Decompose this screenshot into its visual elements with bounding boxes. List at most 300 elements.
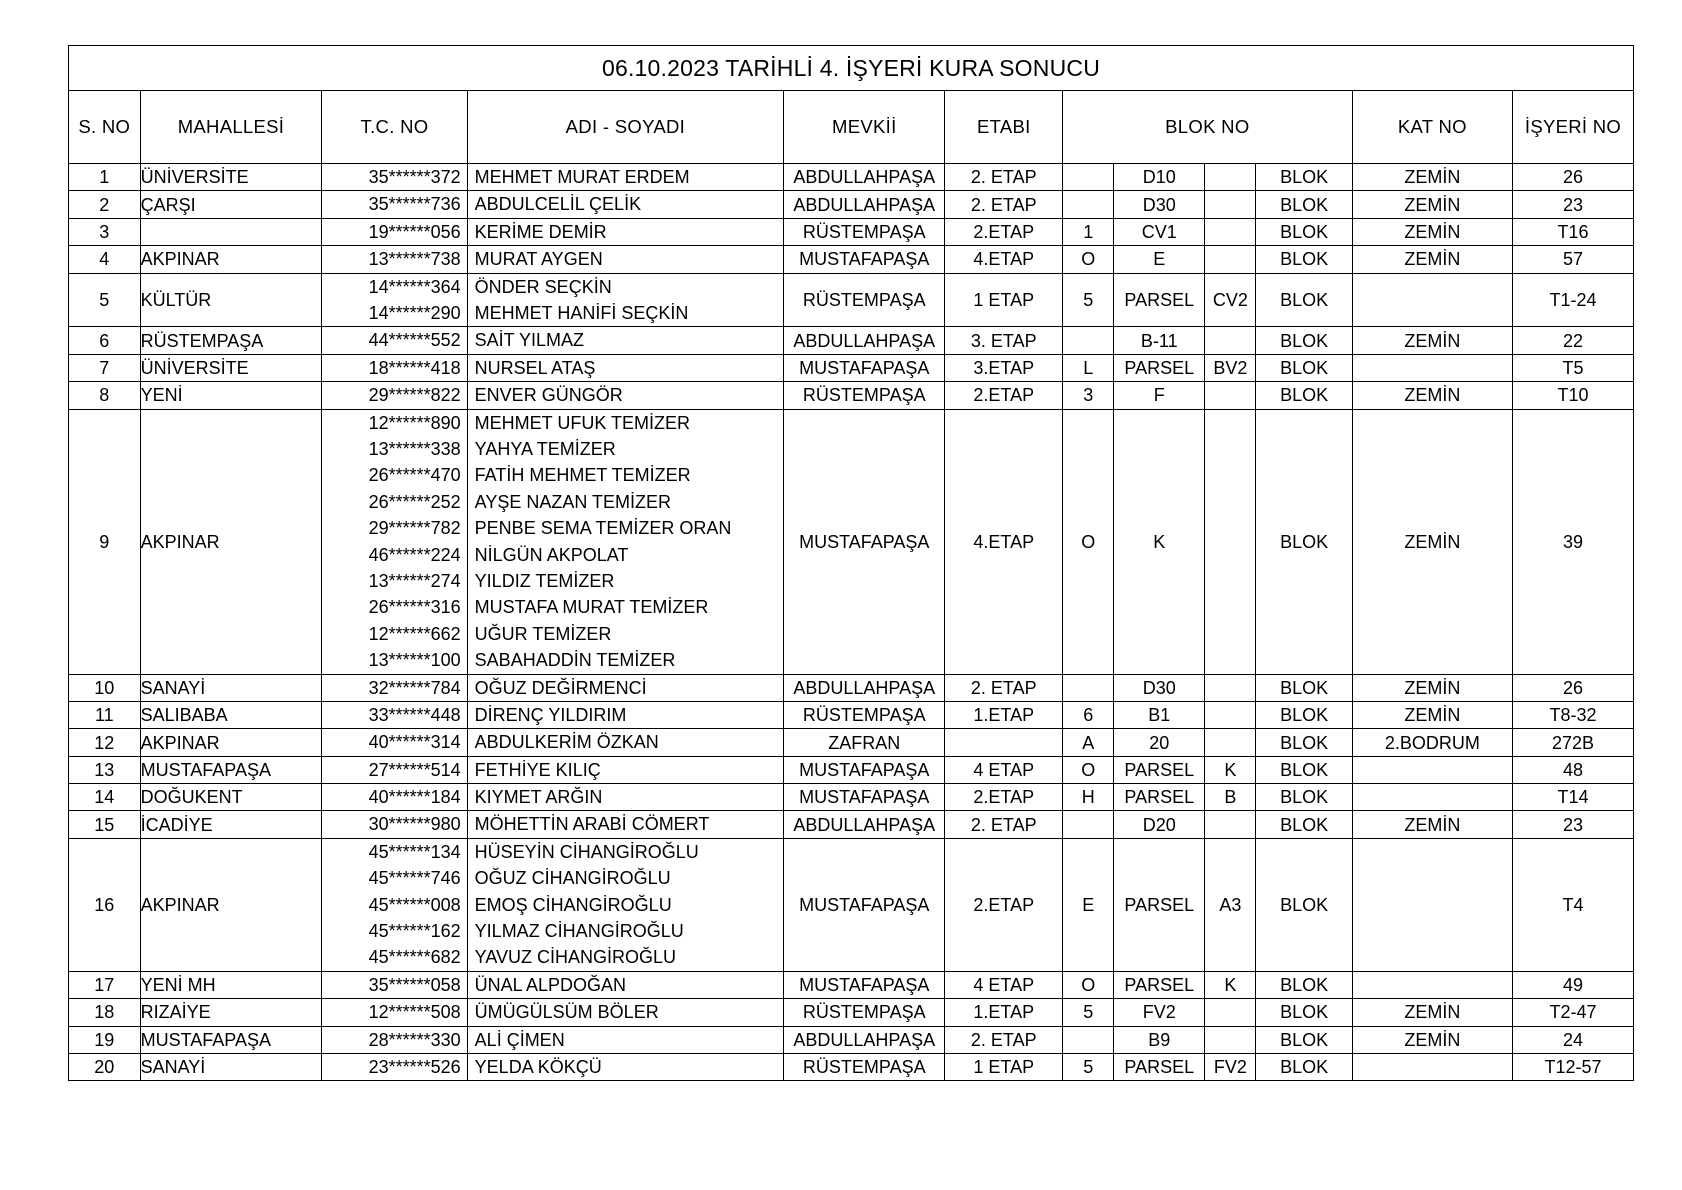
cell-sira-no: 10 [69, 674, 141, 701]
title-row [69, 46, 1634, 91]
cell-etabi: 1.ETAP [945, 999, 1063, 1026]
cell-mevkii: ABDULLAHPAŞA [784, 1026, 945, 1053]
table-row [69, 382, 1634, 409]
cell-mahallesi: DOĞUKENT [140, 784, 322, 811]
cell-blok-label: BLOK [1256, 382, 1352, 409]
cell-sira-no: 1 [69, 164, 141, 191]
cell-mevkii: MUSTAFAPAŞA [784, 409, 945, 674]
cell-tc-no [322, 674, 467, 701]
cell-etabi: 2.ETAP [945, 838, 1063, 971]
cell-blok-kod [1205, 674, 1256, 701]
tc-no-line: 35******058 [368, 974, 461, 995]
cell-mahallesi: KÜLTÜR [140, 273, 322, 327]
cell-blok-label: BLOK [1256, 999, 1352, 1026]
adi-soyadi-line: MUSTAFA MURAT TEMİZER [474, 597, 709, 618]
cell-mahallesi: MUSTAFAPAŞA [140, 1026, 322, 1053]
cell-tc-no [322, 218, 467, 245]
cell-mevkii: MUSTAFAPAŞA [784, 784, 945, 811]
cell-sira-no: 15 [69, 811, 141, 838]
adi-soyadi-line: YAHYA TEMİZER [474, 438, 616, 459]
cell-adi-soyadi [467, 999, 783, 1026]
cell-blok-kod [1205, 999, 1256, 1026]
cell-sira-no: 20 [69, 1054, 141, 1081]
adi-soyadi-line: PENBE SEMA TEMİZER ORAN [474, 518, 732, 539]
adi-soyadi-line: UĞUR TEMİZER [474, 623, 612, 644]
tc-no-line: 35******372 [368, 167, 461, 187]
cell-isyeri-no: 24 [1513, 1026, 1634, 1053]
tc-no-line: 18******418 [368, 357, 461, 378]
cell-isyeri-no: T1-24 [1513, 273, 1634, 327]
cell-blok-kod [1205, 701, 1256, 728]
cell-blok-ada: 5 [1063, 999, 1114, 1026]
cell-blok-label: BLOK [1256, 354, 1352, 381]
cell-etabi: 2. ETAP [945, 164, 1063, 191]
cell-kat-no: ZEMİN [1352, 327, 1512, 354]
cell-etabi: 3. ETAP [945, 327, 1063, 354]
cell-isyeri-no: T4 [1513, 838, 1634, 971]
cell-blok-parsel: PARSEL [1114, 784, 1205, 811]
cell-adi-soyadi [467, 1054, 783, 1081]
cell-isyeri-no: 272B [1513, 729, 1634, 756]
cell-tc-no [322, 191, 467, 218]
adi-soyadi-line: YILDIZ TEMİZER [474, 570, 615, 591]
cell-tc-no [322, 701, 467, 728]
cell-adi-soyadi [467, 971, 783, 998]
table-row [69, 999, 1634, 1026]
cell-blok-label: BLOK [1256, 811, 1352, 838]
cell-blok-ada: O [1063, 756, 1114, 783]
cell-blok-label: BLOK [1256, 218, 1352, 245]
adi-soyadi-line: KIYMET ARĞIN [474, 787, 603, 808]
cell-adi-soyadi [467, 701, 783, 728]
cell-blok-parsel: D10 [1114, 164, 1205, 191]
cell-blok-parsel: PARSEL [1114, 354, 1205, 381]
cell-blok-ada: O [1063, 409, 1114, 674]
cell-tc-no [322, 164, 467, 191]
cell-mevkii: MUSTAFAPAŞA [784, 838, 945, 971]
adi-soyadi-line: MÖHETTİN ARABİ CÖMERT [474, 814, 710, 835]
cell-sira-no: 17 [69, 971, 141, 998]
cell-sira-no: 16 [69, 838, 141, 971]
cell-blok-kod [1205, 218, 1256, 245]
cell-sira-no: 6 [69, 327, 141, 354]
adi-soyadi-line: MEHMET HANİFİ SEÇKİN [474, 302, 689, 323]
tc-no-line: 28******330 [368, 1029, 461, 1050]
cell-blok-parsel: K [1114, 409, 1205, 674]
tc-no-line: 45******134 [368, 841, 461, 862]
cell-blok-parsel: B9 [1114, 1026, 1205, 1053]
cell-mahallesi: AKPINAR [140, 246, 322, 273]
cell-blok-parsel: B1 [1114, 701, 1205, 728]
cell-isyeri-no: T10 [1513, 382, 1634, 409]
cell-kat-no: ZEMİN [1352, 218, 1512, 245]
cell-blok-label: BLOK [1256, 971, 1352, 998]
cell-blok-ada [1063, 164, 1114, 191]
table-body [69, 46, 1634, 1081]
cell-blok-label: BLOK [1256, 729, 1352, 756]
cell-kat-no: ZEMİN [1352, 674, 1512, 701]
cell-isyeri-no: 48 [1513, 756, 1634, 783]
cell-blok-ada: A [1063, 729, 1114, 756]
cell-etabi [945, 729, 1063, 756]
cell-blok-kod [1205, 409, 1256, 674]
cell-mahallesi: ÇARŞI [140, 191, 322, 218]
tc-no-line: 27******514 [368, 759, 461, 780]
tc-no-line: 23******526 [368, 1057, 461, 1078]
cell-adi-soyadi [467, 674, 783, 701]
cell-blok-kod [1205, 382, 1256, 409]
cell-etabi: 1 ETAP [945, 273, 1063, 327]
cell-isyeri-no: T14 [1513, 784, 1634, 811]
cell-sira-no: 8 [69, 382, 141, 409]
adi-soyadi-line: DİRENÇ YILDIRIM [474, 704, 627, 725]
cell-etabi: 1 ETAP [945, 1054, 1063, 1081]
kura-results-table [68, 45, 1634, 1081]
tc-no-line: 26******316 [368, 597, 461, 618]
cell-isyeri-no: 39 [1513, 409, 1634, 674]
cell-isyeri-no: T12-57 [1513, 1054, 1634, 1081]
cell-adi-soyadi [467, 191, 783, 218]
table-row [69, 674, 1634, 701]
cell-mevkii: RÜSTEMPAŞA [784, 1054, 945, 1081]
cell-blok-label: BLOK [1256, 674, 1352, 701]
tc-no-line: 19******056 [368, 221, 461, 242]
cell-mahallesi: YENİ MH [140, 971, 322, 998]
cell-blok-parsel: FV2 [1114, 999, 1205, 1026]
adi-soyadi-line: OĞUZ DEĞİRMENCİ [474, 677, 647, 698]
cell-blok-ada: O [1063, 246, 1114, 273]
cell-blok-kod [1205, 164, 1256, 191]
cell-blok-label: BLOK [1256, 1026, 1352, 1053]
cell-mahallesi: SANAYİ [140, 1054, 322, 1081]
cell-blok-kod [1205, 327, 1256, 354]
page-title: 06.10.2023 TARİHLİ 4. İŞYERİ KURA SONUCU [69, 46, 1634, 91]
cell-isyeri-no: T2-47 [1513, 999, 1634, 1026]
cell-blok-ada: L [1063, 354, 1114, 381]
cell-tc-no [322, 999, 467, 1026]
tc-no-line: 40******314 [368, 732, 461, 753]
tc-no-line: 14******364 [368, 276, 461, 297]
cell-mahallesi: RÜSTEMPAŞA [140, 327, 322, 354]
cell-blok-parsel: PARSEL [1114, 273, 1205, 327]
tc-no-line: 29******782 [368, 518, 461, 539]
cell-adi-soyadi [467, 382, 783, 409]
cell-mevkii: RÜSTEMPAŞA [784, 701, 945, 728]
cell-blok-label: BLOK [1256, 273, 1352, 327]
cell-tc-no [322, 971, 467, 998]
cell-blok-kod [1205, 811, 1256, 838]
tc-no-line: 12******508 [368, 1002, 461, 1023]
table-row [69, 811, 1634, 838]
adi-soyadi-line: ÜMÜGÜLSÜM BÖLER [474, 1002, 659, 1023]
table-row [69, 354, 1634, 381]
adi-soyadi-line: FETHİYE KILIÇ [474, 759, 601, 780]
table-row [69, 1026, 1634, 1053]
cell-adi-soyadi [467, 327, 783, 354]
cell-sira-no: 18 [69, 999, 141, 1026]
tc-no-line: 30******980 [368, 814, 461, 835]
cell-sira-no: 2 [69, 191, 141, 218]
cell-tc-no [322, 1054, 467, 1081]
cell-adi-soyadi [467, 273, 783, 327]
tc-no-line: 13******338 [368, 438, 461, 459]
adi-soyadi-line: HÜSEYİN CİHANGİROĞLU [474, 841, 699, 862]
cell-isyeri-no: 49 [1513, 971, 1634, 998]
cell-mevkii: RÜSTEMPAŞA [784, 382, 945, 409]
adi-soyadi-line: ALİ ÇİMEN [474, 1029, 565, 1050]
table-row [69, 1054, 1634, 1081]
cell-etabi: 2. ETAP [945, 1026, 1063, 1053]
cell-tc-no [322, 838, 467, 971]
cell-tc-no [322, 327, 467, 354]
cell-kat-no [1352, 838, 1512, 971]
cell-blok-ada [1063, 327, 1114, 354]
header-kat-no: KAT NO [1352, 91, 1512, 164]
header-isyeri-no: İŞYERİ NO [1513, 91, 1634, 164]
table-row [69, 246, 1634, 273]
tc-no-line: 46******224 [368, 544, 461, 565]
tc-no-line: 45******162 [368, 921, 461, 942]
header-tc-no: T.C. NO [322, 91, 467, 164]
cell-isyeri-no: 26 [1513, 164, 1634, 191]
cell-blok-ada: 3 [1063, 382, 1114, 409]
cell-blok-label: BLOK [1256, 164, 1352, 191]
cell-blok-kod [1205, 246, 1256, 273]
adi-soyadi-line: NİLGÜN AKPOLAT [474, 544, 629, 565]
adi-soyadi-line: EMOŞ CİHANGİROĞLU [474, 894, 672, 915]
cell-kat-no [1352, 354, 1512, 381]
cell-mahallesi: AKPINAR [140, 409, 322, 674]
tc-no-line: 45******008 [368, 894, 461, 915]
table-row [69, 729, 1634, 756]
cell-mevkii: MUSTAFAPAŞA [784, 354, 945, 381]
cell-blok-ada [1063, 1026, 1114, 1053]
cell-blok-label: BLOK [1256, 701, 1352, 728]
tc-no-line: 35******736 [368, 194, 461, 215]
cell-kat-no [1352, 756, 1512, 783]
cell-blok-label: BLOK [1256, 327, 1352, 354]
cell-etabi: 3.ETAP [945, 354, 1063, 381]
cell-mevkii: MUSTAFAPAŞA [784, 756, 945, 783]
cell-adi-soyadi [467, 729, 783, 756]
cell-etabi: 2. ETAP [945, 674, 1063, 701]
cell-tc-no [322, 273, 467, 327]
cell-adi-soyadi [467, 784, 783, 811]
cell-tc-no [322, 811, 467, 838]
cell-adi-soyadi [467, 838, 783, 971]
cell-isyeri-no: 23 [1513, 811, 1634, 838]
cell-mevkii: RÜSTEMPAŞA [784, 999, 945, 1026]
cell-adi-soyadi [467, 811, 783, 838]
cell-mevkii: MUSTAFAPAŞA [784, 971, 945, 998]
cell-blok-label: BLOK [1256, 191, 1352, 218]
adi-soyadi-line: FATİH MEHMET TEMİZER [474, 465, 691, 486]
cell-blok-ada [1063, 674, 1114, 701]
cell-sira-no: 3 [69, 218, 141, 245]
cell-blok-parsel: B-11 [1114, 327, 1205, 354]
adi-soyadi-line: YELDA KÖKÇÜ [474, 1057, 602, 1078]
cell-mahallesi [140, 218, 322, 245]
adi-soyadi-line: ENVER GÜNGÖR [474, 385, 623, 406]
cell-blok-kod: K [1205, 971, 1256, 998]
cell-mahallesi: RIZAİYE [140, 999, 322, 1026]
cell-isyeri-no: 57 [1513, 246, 1634, 273]
cell-blok-label: BLOK [1256, 409, 1352, 674]
adi-soyadi-line: ÖNDER SEÇKİN [474, 276, 612, 297]
header-etabi: ETABI [945, 91, 1063, 164]
cell-mahallesi: ÜNİVERSİTE [140, 354, 322, 381]
cell-blok-parsel: PARSEL [1114, 838, 1205, 971]
cell-blok-parsel: 20 [1114, 729, 1205, 756]
tc-no-line: 12******890 [368, 412, 461, 433]
cell-blok-ada: 5 [1063, 273, 1114, 327]
cell-mahallesi: SANAYİ [140, 674, 322, 701]
table-row [69, 838, 1634, 971]
tc-no-line: 13******100 [368, 650, 461, 671]
cell-blok-parsel: F [1114, 382, 1205, 409]
cell-mevkii: ABDULLAHPAŞA [784, 811, 945, 838]
cell-kat-no [1352, 971, 1512, 998]
cell-blok-kod: K [1205, 756, 1256, 783]
tc-no-line: 44******552 [368, 330, 461, 351]
cell-blok-parsel: CV1 [1114, 218, 1205, 245]
cell-blok-kod [1205, 729, 1256, 756]
cell-blok-parsel: E [1114, 246, 1205, 273]
cell-isyeri-no: T5 [1513, 354, 1634, 381]
cell-adi-soyadi [467, 409, 783, 674]
adi-soyadi-line: SAİT YILMAZ [474, 330, 585, 351]
adi-soyadi-line: ABDULKERİM ÖZKAN [474, 732, 659, 753]
cell-tc-no [322, 354, 467, 381]
cell-blok-ada [1063, 811, 1114, 838]
cell-blok-parsel: D20 [1114, 811, 1205, 838]
cell-etabi: 2.ETAP [945, 382, 1063, 409]
cell-blok-label: BLOK [1256, 1054, 1352, 1081]
cell-sira-no: 5 [69, 273, 141, 327]
cell-mevkii: ABDULLAHPAŞA [784, 327, 945, 354]
cell-sira-no: 14 [69, 784, 141, 811]
cell-blok-ada: H [1063, 784, 1114, 811]
cell-mahallesi: ÜNİVERSİTE [140, 164, 322, 191]
cell-mahallesi: AKPINAR [140, 838, 322, 971]
header-row [69, 91, 1634, 164]
header-mevkii: MEVKİİ [784, 91, 945, 164]
table-row [69, 971, 1634, 998]
cell-kat-no: ZEMİN [1352, 191, 1512, 218]
adi-soyadi-line: ABDULCELİL ÇELİK [474, 194, 642, 215]
cell-sira-no: 11 [69, 701, 141, 728]
cell-kat-no: ZEMİN [1352, 164, 1512, 191]
cell-mahallesi: İCADİYE [140, 811, 322, 838]
cell-adi-soyadi [467, 1026, 783, 1053]
cell-isyeri-no: T16 [1513, 218, 1634, 245]
tc-no-line: 13******274 [368, 570, 461, 591]
cell-blok-parsel: PARSEL [1114, 971, 1205, 998]
cell-mevkii: ABDULLAHPAŞA [784, 164, 945, 191]
cell-kat-no: ZEMİN [1352, 701, 1512, 728]
cell-blok-parsel: D30 [1114, 191, 1205, 218]
adi-soyadi-line: YAVUZ CİHANGİROĞLU [474, 947, 677, 968]
document-page [68, 45, 1634, 1081]
cell-blok-label: BLOK [1256, 784, 1352, 811]
tc-no-line: 29******822 [368, 385, 461, 406]
tc-no-line: 45******682 [368, 947, 461, 968]
cell-etabi: 4 ETAP [945, 971, 1063, 998]
cell-mevkii: RÜSTEMPAŞA [784, 218, 945, 245]
cell-tc-no [322, 382, 467, 409]
cell-blok-kod [1205, 191, 1256, 218]
cell-etabi: 4.ETAP [945, 246, 1063, 273]
table-row [69, 327, 1634, 354]
cell-adi-soyadi [467, 756, 783, 783]
adi-soyadi-line: ÜNAL ALPDOĞAN [474, 974, 627, 995]
cell-blok-ada: O [1063, 971, 1114, 998]
table-row [69, 409, 1634, 674]
cell-isyeri-no: 26 [1513, 674, 1634, 701]
adi-soyadi-line: OĞUZ CİHANGİROĞLU [474, 868, 671, 889]
table-row [69, 218, 1634, 245]
adi-soyadi-line: SABAHADDİN TEMİZER [474, 650, 676, 671]
table-row [69, 756, 1634, 783]
table-row [69, 164, 1634, 191]
cell-blok-ada: 6 [1063, 701, 1114, 728]
cell-blok-kod: FV2 [1205, 1054, 1256, 1081]
cell-blok-kod: BV2 [1205, 354, 1256, 381]
cell-blok-ada [1063, 191, 1114, 218]
tc-no-line: 26******252 [368, 491, 461, 512]
table-row [69, 273, 1634, 327]
cell-kat-no [1352, 1054, 1512, 1081]
tc-no-line: 40******184 [368, 787, 461, 808]
cell-kat-no: ZEMİN [1352, 382, 1512, 409]
table-row [69, 784, 1634, 811]
tc-no-line: 26******470 [368, 465, 461, 486]
header-adi-soyadi: ADI - SOYADI [467, 91, 783, 164]
cell-mahallesi: SALIBABA [140, 701, 322, 728]
tc-no-line: 13******738 [368, 249, 461, 270]
cell-blok-parsel: PARSEL [1114, 756, 1205, 783]
adi-soyadi-line: MEHMET MURAT ERDEM [474, 167, 690, 187]
cell-sira-no: 19 [69, 1026, 141, 1053]
cell-etabi: 4.ETAP [945, 409, 1063, 674]
header-sira-no: S. NO [69, 91, 141, 164]
table-row [69, 701, 1634, 728]
adi-soyadi-line: AYŞE NAZAN TEMİZER [474, 491, 672, 512]
cell-blok-kod: A3 [1205, 838, 1256, 971]
cell-tc-no [322, 1026, 467, 1053]
adi-soyadi-line: NURSEL ATAŞ [474, 357, 596, 378]
cell-isyeri-no: 22 [1513, 327, 1634, 354]
cell-sira-no: 12 [69, 729, 141, 756]
cell-sira-no: 7 [69, 354, 141, 381]
cell-mevkii: ABDULLAHPAŞA [784, 191, 945, 218]
cell-kat-no [1352, 784, 1512, 811]
cell-isyeri-no: T8-32 [1513, 701, 1634, 728]
cell-mevkii: ZAFRAN [784, 729, 945, 756]
cell-blok-label: BLOK [1256, 756, 1352, 783]
cell-tc-no [322, 784, 467, 811]
adi-soyadi-line: MURAT AYGEN [474, 249, 603, 270]
cell-kat-no [1352, 273, 1512, 327]
cell-sira-no: 4 [69, 246, 141, 273]
cell-tc-no [322, 756, 467, 783]
cell-kat-no: ZEMİN [1352, 409, 1512, 674]
cell-adi-soyadi [467, 164, 783, 191]
cell-mahallesi: MUSTAFAPAŞA [140, 756, 322, 783]
cell-etabi: 2.ETAP [945, 218, 1063, 245]
cell-sira-no: 9 [69, 409, 141, 674]
cell-tc-no [322, 729, 467, 756]
